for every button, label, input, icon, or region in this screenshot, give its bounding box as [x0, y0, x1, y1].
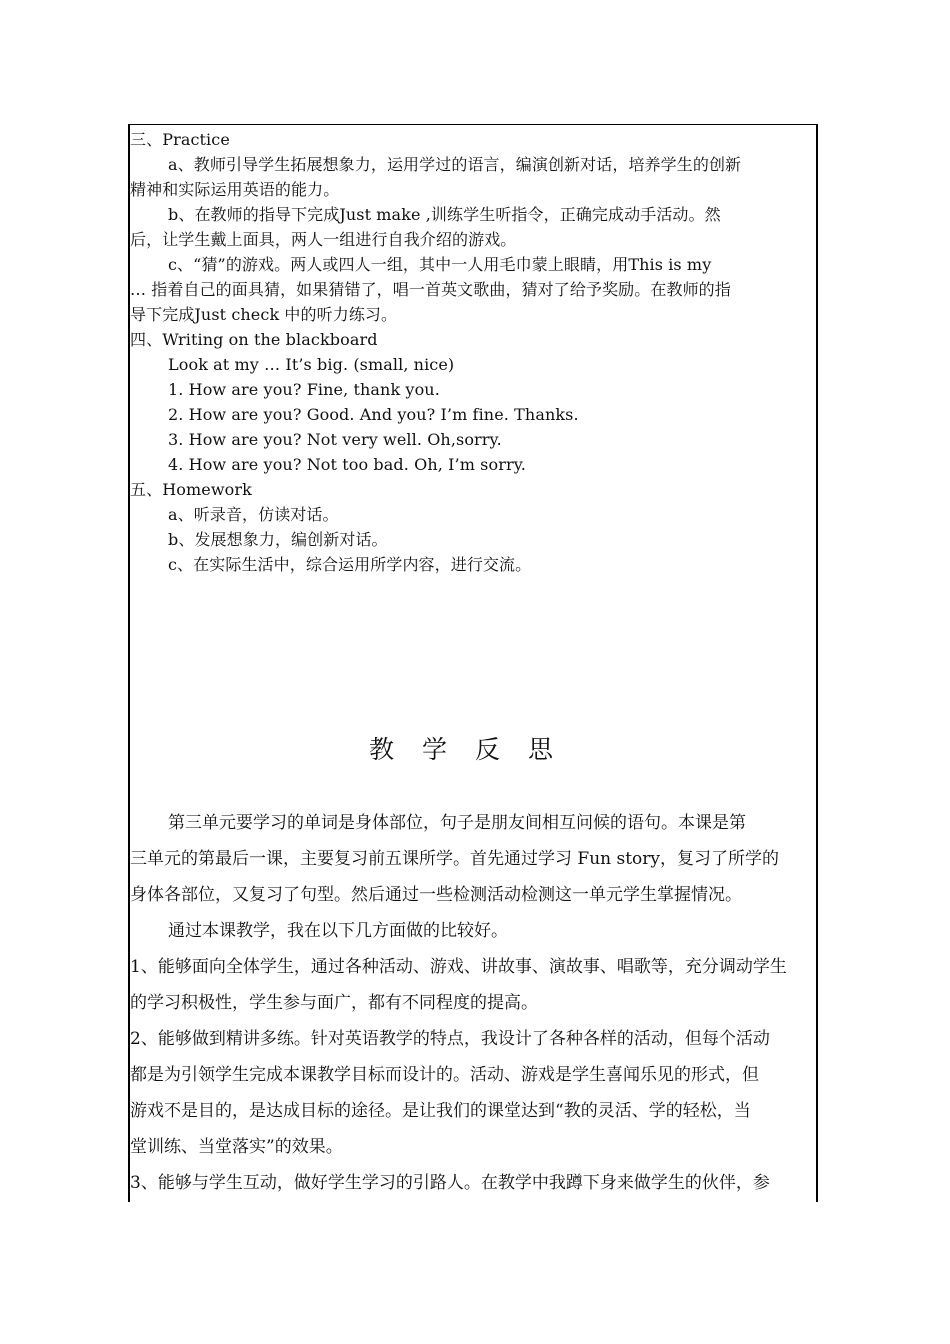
practice-b-line-1: b、在教师的指导下完成Just make ,训练学生听指令，正确完成动手活动。然 — [168, 205, 721, 224]
practice-a-line-2: 精神和实际运用英语的能力。 — [130, 180, 340, 199]
homework-item: b、发展想象力，编创新对话。 — [168, 530, 388, 549]
reflection-p4-line: 2、能够做到精讲多练。针对英语教学的特点，我设计了各种各样的活动，但每个活动 — [130, 1029, 770, 1049]
writing-heading: 四、Writing on the blackboard — [130, 330, 378, 349]
reflection-p1-line: 三单元的第最后一课，主要复习前五课所学。首先通过学习 Fun story，复习了所学的 — [130, 849, 780, 869]
writing-line: Look at my … It’s big. (small, nice) — [168, 355, 455, 374]
practice-b-line-2: 后，让学生戴上面具，两人一组进行自我介绍的游戏。 — [130, 230, 517, 249]
reflection-p1-line: 身体各部位，又复习了句型。然后通过一些检测活动检测这一单元学生掌握情况。 — [130, 885, 742, 905]
reflection-p4-line: 堂训练、当堂落实”的效果。 — [130, 1137, 343, 1157]
homework-item: c、在实际生活中，综合运用所学内容，进行交流。 — [168, 555, 532, 574]
practice-c-line-2: … 指着自己的面具猜，如果猜错了，唱一首英文歌曲，猜对了给予奖励。在教师的指 — [130, 280, 731, 299]
reflection-p5-line: 3、能够与学生互动，做好学生学习的引路人。在教学中我蹲下身来做学生的伙伴，参 — [130, 1173, 770, 1193]
reflection-title: 教学反思 — [368, 735, 581, 764]
reflection-p3-line: 1、能够面向全体学生，通过各种活动、游戏、讲故事、演故事、唱歌等，充分调动学生 — [130, 957, 787, 977]
reflection-p4-line: 都是为引领学生完成本课教学目标而设计的。活动、游戏是学生喜闻乐见的形式，但 — [130, 1065, 759, 1085]
practice-c-line-1: c、“猜”的游戏。两人或四人一组，其中一人用毛巾蒙上眼睛，用This is my — [168, 255, 712, 274]
writing-line: 3. How are you? Not very well. Oh,sorry. — [168, 430, 502, 449]
homework-item: a、听录音，仿读对话。 — [168, 505, 339, 524]
reflection-p2: 通过本课教学，我在以下几方面做的比较好。 — [168, 921, 508, 941]
homework-heading: 五、Homework — [130, 480, 252, 499]
reflection-p3-line: 的学习积极性，学生参与面广，都有不同程度的提高。 — [130, 993, 538, 1013]
reflection-p1-line: 第三单元要学习的单词是身体部位，句子是朋友间相互问候的语句。本课是第 — [168, 813, 746, 833]
writing-line: 2. How are you? Good. And you? I’m fine. Thanks. — [168, 405, 579, 424]
lesson-plan-table-cell — [128, 124, 818, 1202]
practice-heading: 三、Practice — [130, 130, 230, 149]
practice-c-line-3: 导下完成Just check 中的听力练习。 — [130, 305, 398, 324]
reflection-body — [130, 805, 818, 1201]
lesson-steps — [130, 127, 818, 577]
writing-line: 4. How are you? Not too bad. Oh, I’m sorry. — [168, 455, 526, 474]
writing-line: 1. How are you? Fine, thank you. — [168, 380, 440, 399]
reflection-p4-line: 游戏不是目的，是达成目标的途径。是让我们的课堂达到“教的灵活、学的轻松，当 — [130, 1101, 751, 1121]
practice-a-line-1: a、教师引导学生拓展想象力，运用学过的语言，编演创新对话，培养学生的创新 — [168, 155, 742, 174]
